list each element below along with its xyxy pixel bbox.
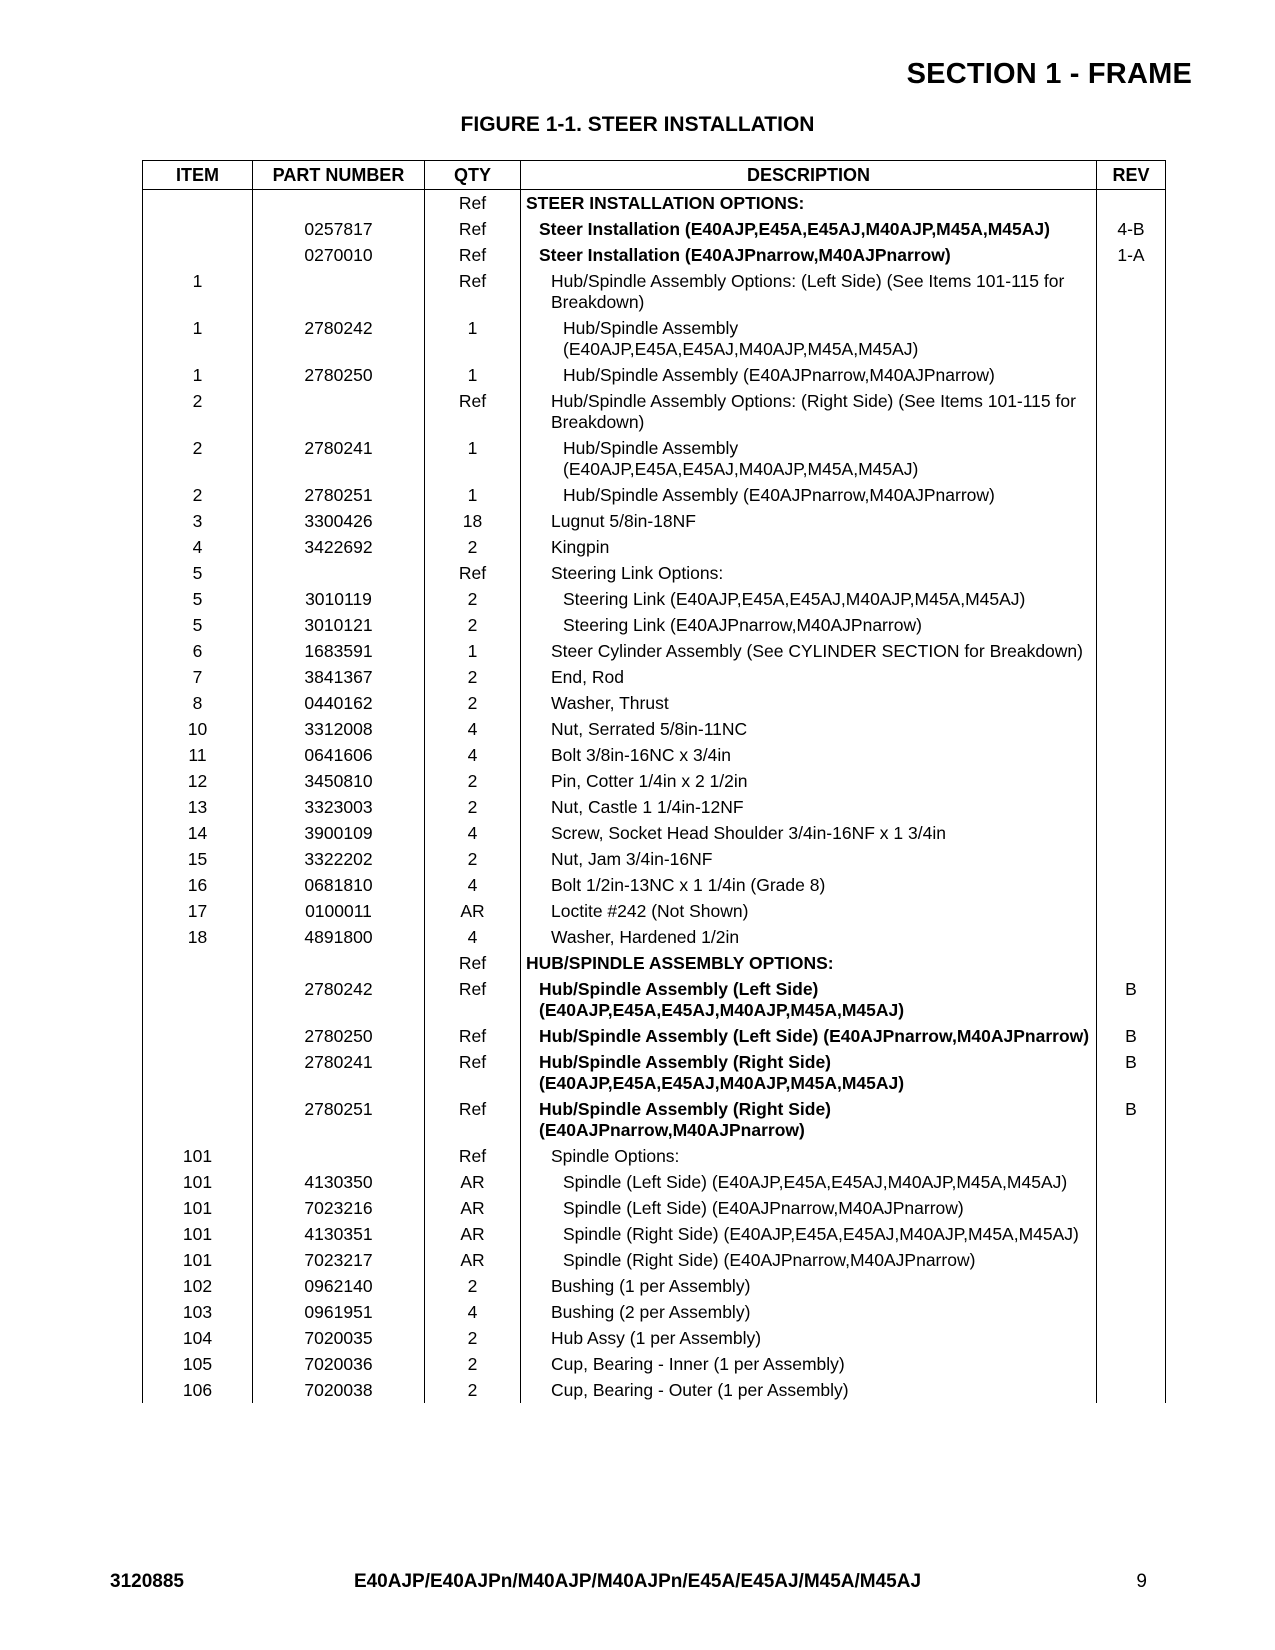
rev-cell xyxy=(1097,1299,1166,1325)
parts-table xyxy=(142,160,1166,1403)
rev-cell xyxy=(1097,690,1166,716)
description-cell: Spindle (Right Side) (E40AJP,E45A,E45AJ,M40AJP,M45A,M45AJ) xyxy=(521,1221,1097,1247)
table-row xyxy=(143,1325,1166,1351)
table-header-row xyxy=(143,161,1166,190)
table-row xyxy=(143,190,1166,217)
description-cell: STEER INSTALLATION OPTIONS: xyxy=(521,190,1097,217)
qty-cell: 4 xyxy=(425,872,521,898)
rev-cell: B xyxy=(1097,1023,1166,1049)
table-row xyxy=(143,482,1166,508)
part-number-cell: 3422692 xyxy=(253,534,425,560)
qty-cell: 1 xyxy=(425,435,521,482)
description-cell: Pin, Cotter 1/4in x 2 1/2in xyxy=(521,768,1097,794)
rev-cell xyxy=(1097,1351,1166,1377)
rev-cell xyxy=(1097,664,1166,690)
item-cell xyxy=(143,216,253,242)
part-number-cell: 3010119 xyxy=(253,586,425,612)
item-cell xyxy=(143,1049,253,1096)
item-cell: 6 xyxy=(143,638,253,664)
table-row xyxy=(143,1273,1166,1299)
item-cell: 5 xyxy=(143,612,253,638)
item-cell xyxy=(143,976,253,1023)
rev-cell xyxy=(1097,612,1166,638)
qty-cell: AR xyxy=(425,1247,521,1273)
footer-doc-number: 3120885 xyxy=(110,1571,184,1592)
item-cell xyxy=(143,1023,253,1049)
table-row xyxy=(143,1195,1166,1221)
part-number-cell: 0681810 xyxy=(253,872,425,898)
description-cell: Hub/Spindle Assembly (Right Side) (E40AJP,E45A,E45AJ,M40AJP,M45A,M45AJ) xyxy=(521,1049,1097,1096)
table-row xyxy=(143,768,1166,794)
description-cell: End, Rod xyxy=(521,664,1097,690)
figure-title: FIGURE 1-1. STEER INSTALLATION xyxy=(460,113,815,136)
part-number-cell: 3300426 xyxy=(253,508,425,534)
item-cell xyxy=(143,1096,253,1143)
table-row xyxy=(143,560,1166,586)
part-number-cell xyxy=(253,560,425,586)
item-cell: 18 xyxy=(143,924,253,950)
qty-cell: Ref xyxy=(425,242,521,268)
table-row xyxy=(143,1023,1166,1049)
qty-cell: Ref xyxy=(425,950,521,976)
qty-cell: 1 xyxy=(425,362,521,388)
table-row xyxy=(143,846,1166,872)
qty-cell: Ref xyxy=(425,1143,521,1169)
column-header-item: ITEM xyxy=(143,161,253,190)
item-cell: 101 xyxy=(143,1195,253,1221)
item-cell: 14 xyxy=(143,820,253,846)
rev-cell xyxy=(1097,1273,1166,1299)
rev-cell: B xyxy=(1097,1049,1166,1096)
qty-cell: 2 xyxy=(425,768,521,794)
description-cell: Steer Installation (E40AJPnarrow,M40AJPnarrow) xyxy=(521,242,1097,268)
item-cell: 12 xyxy=(143,768,253,794)
qty-cell: 4 xyxy=(425,1299,521,1325)
table-row xyxy=(143,1169,1166,1195)
item-cell: 103 xyxy=(143,1299,253,1325)
qty-cell: 1 xyxy=(425,482,521,508)
description-cell: Hub Assy (1 per Assembly) xyxy=(521,1325,1097,1351)
description-cell: Kingpin xyxy=(521,534,1097,560)
table-row xyxy=(143,638,1166,664)
table-row xyxy=(143,242,1166,268)
part-number-cell: 0257817 xyxy=(253,216,425,242)
qty-cell: Ref xyxy=(425,1023,521,1049)
description-cell: Washer, Thrust xyxy=(521,690,1097,716)
part-number-cell xyxy=(253,190,425,217)
item-cell: 101 xyxy=(143,1143,253,1169)
item-cell: 7 xyxy=(143,664,253,690)
description-cell: Bolt 3/8in-16NC x 3/4in xyxy=(521,742,1097,768)
part-number-cell: 0641606 xyxy=(253,742,425,768)
item-cell xyxy=(143,190,253,217)
table-row xyxy=(143,1351,1166,1377)
part-number-cell: 4130350 xyxy=(253,1169,425,1195)
rev-cell xyxy=(1097,1221,1166,1247)
item-cell xyxy=(143,950,253,976)
part-number-cell: 3312008 xyxy=(253,716,425,742)
qty-cell: 4 xyxy=(425,742,521,768)
item-cell: 2 xyxy=(143,482,253,508)
rev-cell xyxy=(1097,435,1166,482)
part-number-cell: 0270010 xyxy=(253,242,425,268)
part-number-cell: 4130351 xyxy=(253,1221,425,1247)
description-cell: HUB/SPINDLE ASSEMBLY OPTIONS: xyxy=(521,950,1097,976)
table-row xyxy=(143,388,1166,435)
description-cell: Bolt 1/2in-13NC x 1 1/4in (Grade 8) xyxy=(521,872,1097,898)
description-cell: Cup, Bearing - Inner (1 per Assembly) xyxy=(521,1351,1097,1377)
item-cell: 10 xyxy=(143,716,253,742)
part-number-cell: 4891800 xyxy=(253,924,425,950)
table-row xyxy=(143,612,1166,638)
description-cell: Hub/Spindle Assembly (Left Side) (E40AJPnarrow,M40AJPnarrow) xyxy=(521,1023,1097,1049)
qty-cell: 1 xyxy=(425,315,521,362)
qty-cell: 2 xyxy=(425,534,521,560)
column-header-rev: REV xyxy=(1097,161,1166,190)
table-row xyxy=(143,216,1166,242)
rev-cell xyxy=(1097,362,1166,388)
part-number-cell: 2780241 xyxy=(253,1049,425,1096)
description-cell: Nut, Serrated 5/8in-11NC xyxy=(521,716,1097,742)
qty-cell: AR xyxy=(425,1221,521,1247)
description-cell: Spindle (Left Side) (E40AJP,E45A,E45AJ,M40AJP,M45A,M45AJ) xyxy=(521,1169,1097,1195)
qty-cell: 2 xyxy=(425,794,521,820)
table-row xyxy=(143,976,1166,1023)
item-cell: 4 xyxy=(143,534,253,560)
column-header-description: DESCRIPTION xyxy=(521,161,1097,190)
rev-cell xyxy=(1097,268,1166,315)
item-cell: 101 xyxy=(143,1247,253,1273)
description-cell: Nut, Jam 3/4in-16NF xyxy=(521,846,1097,872)
parts-table-body xyxy=(143,190,1166,1404)
qty-cell: Ref xyxy=(425,976,521,1023)
description-cell: Bushing (1 per Assembly) xyxy=(521,1273,1097,1299)
rev-cell xyxy=(1097,1377,1166,1403)
qty-cell: Ref xyxy=(425,216,521,242)
table-row xyxy=(143,508,1166,534)
qty-cell: 2 xyxy=(425,664,521,690)
qty-cell: Ref xyxy=(425,388,521,435)
description-cell: Spindle (Right Side) (E40AJPnarrow,M40AJPnarrow) xyxy=(521,1247,1097,1273)
item-cell: 101 xyxy=(143,1221,253,1247)
item-cell: 1 xyxy=(143,362,253,388)
rev-cell xyxy=(1097,768,1166,794)
item-cell: 105 xyxy=(143,1351,253,1377)
table-row xyxy=(143,690,1166,716)
item-cell: 2 xyxy=(143,435,253,482)
description-cell: Spindle (Left Side) (E40AJPnarrow,M40AJPnarrow) xyxy=(521,1195,1097,1221)
description-cell: Steering Link (E40AJPnarrow,M40AJPnarrow) xyxy=(521,612,1097,638)
rev-cell: B xyxy=(1097,1096,1166,1143)
qty-cell: AR xyxy=(425,1195,521,1221)
qty-cell: 2 xyxy=(425,612,521,638)
description-cell: Steering Link (E40AJP,E45A,E45AJ,M40AJP,M45A,M45AJ) xyxy=(521,586,1097,612)
part-number-cell: 2780251 xyxy=(253,1096,425,1143)
part-number-cell: 7020038 xyxy=(253,1377,425,1403)
item-cell: 104 xyxy=(143,1325,253,1351)
table-row xyxy=(143,716,1166,742)
rev-cell xyxy=(1097,872,1166,898)
qty-cell: Ref xyxy=(425,560,521,586)
rev-cell xyxy=(1097,950,1166,976)
rev-cell xyxy=(1097,924,1166,950)
rev-cell xyxy=(1097,1247,1166,1273)
part-number-cell: 3900109 xyxy=(253,820,425,846)
table-row xyxy=(143,1096,1166,1143)
item-cell: 11 xyxy=(143,742,253,768)
rev-cell xyxy=(1097,1143,1166,1169)
part-number-cell xyxy=(253,950,425,976)
rev-cell xyxy=(1097,1169,1166,1195)
description-cell: Steer Installation (E40AJP,E45A,E45AJ,M40AJP,M45A,M45AJ) xyxy=(521,216,1097,242)
column-header-qty: QTY xyxy=(425,161,521,190)
part-number-cell: 2780241 xyxy=(253,435,425,482)
item-cell: 8 xyxy=(143,690,253,716)
qty-cell: 4 xyxy=(425,924,521,950)
rev-cell xyxy=(1097,388,1166,435)
description-cell: Hub/Spindle Assembly (E40AJP,E45A,E45AJ,M40AJP,M45A,M45AJ) xyxy=(521,435,1097,482)
part-number-cell xyxy=(253,1143,425,1169)
part-number-cell xyxy=(253,388,425,435)
description-cell: Steer Cylinder Assembly (See CYLINDER SECTION for Breakdown) xyxy=(521,638,1097,664)
part-number-cell: 0962140 xyxy=(253,1273,425,1299)
item-cell: 102 xyxy=(143,1273,253,1299)
description-cell: Loctite #242 (Not Shown) xyxy=(521,898,1097,924)
table-row xyxy=(143,664,1166,690)
rev-cell xyxy=(1097,638,1166,664)
table-row xyxy=(143,435,1166,482)
rev-cell xyxy=(1097,508,1166,534)
description-cell: Cup, Bearing - Outer (1 per Assembly) xyxy=(521,1377,1097,1403)
rev-cell xyxy=(1097,794,1166,820)
qty-cell: 1 xyxy=(425,638,521,664)
rev-cell xyxy=(1097,315,1166,362)
table-row xyxy=(143,794,1166,820)
table-row xyxy=(143,1377,1166,1403)
part-number-cell: 1683591 xyxy=(253,638,425,664)
qty-cell: 2 xyxy=(425,586,521,612)
part-number-cell: 3322202 xyxy=(253,846,425,872)
description-cell: Hub/Spindle Assembly (Left Side) (E40AJP,E45A,E45AJ,M40AJP,M45A,M45AJ) xyxy=(521,976,1097,1023)
item-cell: 1 xyxy=(143,315,253,362)
rev-cell: 1-A xyxy=(1097,242,1166,268)
rev-cell xyxy=(1097,586,1166,612)
rev-cell xyxy=(1097,846,1166,872)
part-number-cell: 0961951 xyxy=(253,1299,425,1325)
item-cell: 5 xyxy=(143,586,253,612)
footer-models: E40AJP/E40AJPn/M40AJP/M40AJPn/E45A/E45AJ/M45A/M45AJ xyxy=(353,1571,922,1592)
part-number-cell: 0100011 xyxy=(253,898,425,924)
qty-cell: Ref xyxy=(425,268,521,315)
description-cell: Hub/Spindle Assembly (E40AJPnarrow,M40AJPnarrow) xyxy=(521,482,1097,508)
table-row xyxy=(143,950,1166,976)
item-cell: 16 xyxy=(143,872,253,898)
qty-cell: 4 xyxy=(425,716,521,742)
table-row xyxy=(143,362,1166,388)
item-cell: 13 xyxy=(143,794,253,820)
item-cell: 15 xyxy=(143,846,253,872)
qty-cell: Ref xyxy=(425,1096,521,1143)
description-cell: Hub/Spindle Assembly (E40AJPnarrow,M40AJPnarrow) xyxy=(521,362,1097,388)
part-number-cell: 2780242 xyxy=(253,976,425,1023)
rev-cell xyxy=(1097,716,1166,742)
rev-cell xyxy=(1097,482,1166,508)
table-row xyxy=(143,924,1166,950)
table-row xyxy=(143,742,1166,768)
item-cell: 106 xyxy=(143,1377,253,1403)
table-row xyxy=(143,1049,1166,1096)
qty-cell: AR xyxy=(425,1169,521,1195)
qty-cell: 18 xyxy=(425,508,521,534)
qty-cell: 2 xyxy=(425,1325,521,1351)
description-cell: Spindle Options: xyxy=(521,1143,1097,1169)
rev-cell xyxy=(1097,560,1166,586)
qty-cell: 2 xyxy=(425,1273,521,1299)
description-cell: Hub/Spindle Assembly (E40AJP,E45A,E45AJ,M40AJP,M45A,M45AJ) xyxy=(521,315,1097,362)
part-number-cell: 2780250 xyxy=(253,1023,425,1049)
part-number-cell: 7020036 xyxy=(253,1351,425,1377)
qty-cell: 2 xyxy=(425,690,521,716)
description-cell: Lugnut 5/8in-18NF xyxy=(521,508,1097,534)
item-cell: 2 xyxy=(143,388,253,435)
description-cell: Hub/Spindle Assembly Options: (Right Side) (See Items 101-115 for Breakdown) xyxy=(521,388,1097,435)
description-cell: Hub/Spindle Assembly Options: (Left Side) (See Items 101-115 for Breakdown) xyxy=(521,268,1097,315)
part-number-cell: 7023216 xyxy=(253,1195,425,1221)
section-title: SECTION 1 - FRAME xyxy=(906,58,1192,90)
part-number-cell: 0440162 xyxy=(253,690,425,716)
part-number-cell: 3841367 xyxy=(253,664,425,690)
table-row xyxy=(143,315,1166,362)
table-row xyxy=(143,268,1166,315)
rev-cell: B xyxy=(1097,976,1166,1023)
rev-cell xyxy=(1097,1325,1166,1351)
table-row xyxy=(143,534,1166,560)
item-cell: 3 xyxy=(143,508,253,534)
description-cell: Steering Link Options: xyxy=(521,560,1097,586)
part-number-cell xyxy=(253,268,425,315)
item-cell: 1 xyxy=(143,268,253,315)
part-number-cell: 7023217 xyxy=(253,1247,425,1273)
table-row xyxy=(143,1221,1166,1247)
item-cell: 17 xyxy=(143,898,253,924)
part-number-cell: 3010121 xyxy=(253,612,425,638)
description-cell: Hub/Spindle Assembly (Right Side) (E40AJPnarrow,M40AJPnarrow) xyxy=(521,1096,1097,1143)
rev-cell xyxy=(1097,1195,1166,1221)
part-number-cell: 7020035 xyxy=(253,1325,425,1351)
item-cell: 5 xyxy=(143,560,253,586)
description-cell: Screw, Socket Head Shoulder 3/4in-16NF x 1 3/4in xyxy=(521,820,1097,846)
part-number-cell: 2780251 xyxy=(253,482,425,508)
part-number-cell: 3323003 xyxy=(253,794,425,820)
rev-cell xyxy=(1097,190,1166,217)
qty-cell: 2 xyxy=(425,1377,521,1403)
table-row xyxy=(143,872,1166,898)
part-number-cell: 3450810 xyxy=(253,768,425,794)
rev-cell: 4-B xyxy=(1097,216,1166,242)
qty-cell: AR xyxy=(425,898,521,924)
part-number-cell: 2780242 xyxy=(253,315,425,362)
qty-cell: 4 xyxy=(425,820,521,846)
rev-cell xyxy=(1097,742,1166,768)
rev-cell xyxy=(1097,820,1166,846)
qty-cell: 2 xyxy=(425,1351,521,1377)
rev-cell xyxy=(1097,898,1166,924)
table-row xyxy=(143,820,1166,846)
item-cell xyxy=(143,242,253,268)
item-cell: 101 xyxy=(143,1169,253,1195)
table-row xyxy=(143,1143,1166,1169)
description-cell: Washer, Hardened 1/2in xyxy=(521,924,1097,950)
column-header-part-number: PART NUMBER xyxy=(253,161,425,190)
description-cell: Nut, Castle 1 1/4in-12NF xyxy=(521,794,1097,820)
qty-cell: Ref xyxy=(425,190,521,217)
qty-cell: Ref xyxy=(425,1049,521,1096)
table-row xyxy=(143,586,1166,612)
qty-cell: 2 xyxy=(425,846,521,872)
table-row xyxy=(143,1299,1166,1325)
part-number-cell: 2780250 xyxy=(253,362,425,388)
footer-page-number: 9 xyxy=(1136,1571,1147,1592)
description-cell: Bushing (2 per Assembly) xyxy=(521,1299,1097,1325)
table-row xyxy=(143,1247,1166,1273)
rev-cell xyxy=(1097,534,1166,560)
table-row xyxy=(143,898,1166,924)
